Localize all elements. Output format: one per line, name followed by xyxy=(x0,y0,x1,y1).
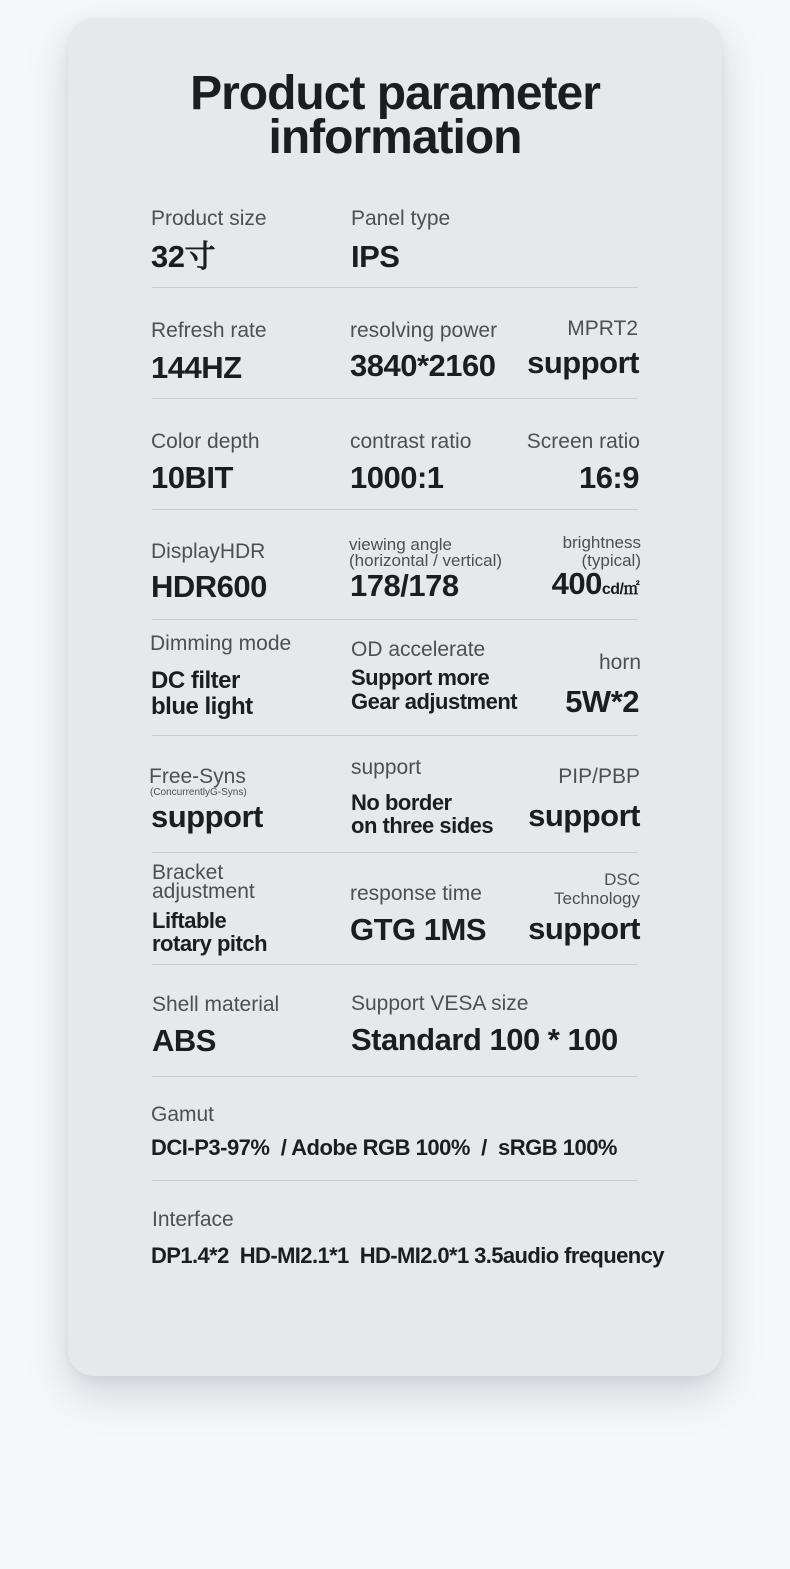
viewing-angle-label: viewing angle xyxy=(349,535,453,554)
viewing-angle-value: 178/178 xyxy=(350,568,459,603)
title-line-1: Product parameter xyxy=(190,67,600,120)
dsc-label-line1: DSC xyxy=(604,870,640,889)
screen-ratio-value: 16:9 xyxy=(578,460,639,495)
color-depth-label: Color depth xyxy=(151,430,260,453)
brightness-unit: cd/㎡ xyxy=(601,581,639,598)
horn-label: horn xyxy=(598,651,641,674)
dimming-mode-value-line1: DC filter xyxy=(151,667,240,694)
panel-type-label: Panel type xyxy=(351,207,451,230)
contrast-ratio-value: 1000:1 xyxy=(350,460,444,495)
pip-pbp-label: PIP/PBP xyxy=(558,765,640,788)
shell-material-label: Shell material xyxy=(152,993,280,1016)
refresh-rate-value: 144HZ xyxy=(151,350,242,385)
border-value-line1: No border xyxy=(351,790,452,815)
panel-type-value: IPS xyxy=(351,239,400,274)
dimming-mode-label: Dimming mode xyxy=(150,632,292,655)
brightness-sublabel: (typical) xyxy=(581,551,641,570)
divider xyxy=(152,1180,638,1181)
display-hdr-label: DisplayHDR xyxy=(151,540,266,563)
pip-pbp-value: support xyxy=(528,798,640,833)
vesa-label: Support VESA size xyxy=(351,992,529,1015)
display-hdr-value: HDR600 xyxy=(151,569,267,604)
title-line-2: information xyxy=(268,111,522,164)
bracket-label-line2: adjustment xyxy=(152,880,255,903)
product-size-label: Product size xyxy=(151,207,267,230)
divider xyxy=(152,735,638,736)
vesa-value: Standard 100 * 100 xyxy=(351,1022,618,1057)
color-depth-value: 10BIT xyxy=(151,460,233,495)
divider xyxy=(152,619,638,620)
gamut-value: DCI-P3-97% / Adobe RGB 100% / sRGB 100% xyxy=(151,1135,617,1160)
bracket-value-line1: Liftable xyxy=(152,908,227,933)
brightness-number: 400 xyxy=(551,566,602,601)
divider xyxy=(152,398,638,399)
divider xyxy=(152,1076,638,1077)
divider xyxy=(152,964,638,965)
viewing-angle-sublabel: (horizontal / vertical) xyxy=(349,551,503,570)
shell-material-value: ABS xyxy=(152,1023,216,1058)
divider xyxy=(152,852,638,853)
od-accelerate-value-line1: Support more xyxy=(351,665,490,690)
bracket-label-line1: Bracket xyxy=(152,861,224,884)
response-time-value: GTG 1MS xyxy=(350,912,487,947)
gamut-label: Gamut xyxy=(151,1103,215,1126)
free-syns-value: support xyxy=(151,799,263,834)
divider xyxy=(152,287,638,288)
interface-value: DP1.4*2 HD-MI2.1*1 HD-MI2.0*1 3.5audio frequency xyxy=(151,1243,664,1268)
free-syns-label: Free-Syns xyxy=(149,765,246,788)
dsc-value: support xyxy=(528,911,640,946)
dimming-mode-value-line2: blue light xyxy=(151,693,253,720)
screen-ratio-label: Screen ratio xyxy=(526,430,640,453)
interface-label: Interface xyxy=(152,1208,234,1231)
border-value-line2: on three sides xyxy=(351,813,494,838)
horn-value: 5W*2 xyxy=(565,684,639,719)
mprt-value: support xyxy=(527,345,639,380)
page-title xyxy=(0,67,790,164)
mprt-label: MPRT2 xyxy=(567,317,638,340)
resolving-power-label: resolving power xyxy=(350,319,498,342)
response-time-label: response time xyxy=(350,882,482,905)
od-accelerate-label: OD accelerate xyxy=(351,638,486,661)
product-size-value: 32寸 xyxy=(151,239,215,274)
bracket-value-line2: rotary pitch xyxy=(152,931,268,956)
border-label: support xyxy=(351,756,422,779)
brightness-label: brightness xyxy=(562,533,641,552)
refresh-rate-label: Refresh rate xyxy=(151,319,267,342)
brightness-value xyxy=(552,568,639,606)
free-syns-sublabel: (ConcurrentlyG-Syns) xyxy=(150,787,247,798)
divider xyxy=(152,509,638,510)
od-accelerate-value-line2: Gear adjustment xyxy=(351,689,518,714)
resolving-power-value: 3840*2160 xyxy=(350,348,496,383)
dsc-label-line2: Technology xyxy=(553,889,640,908)
contrast-ratio-label: contrast ratio xyxy=(350,430,472,453)
